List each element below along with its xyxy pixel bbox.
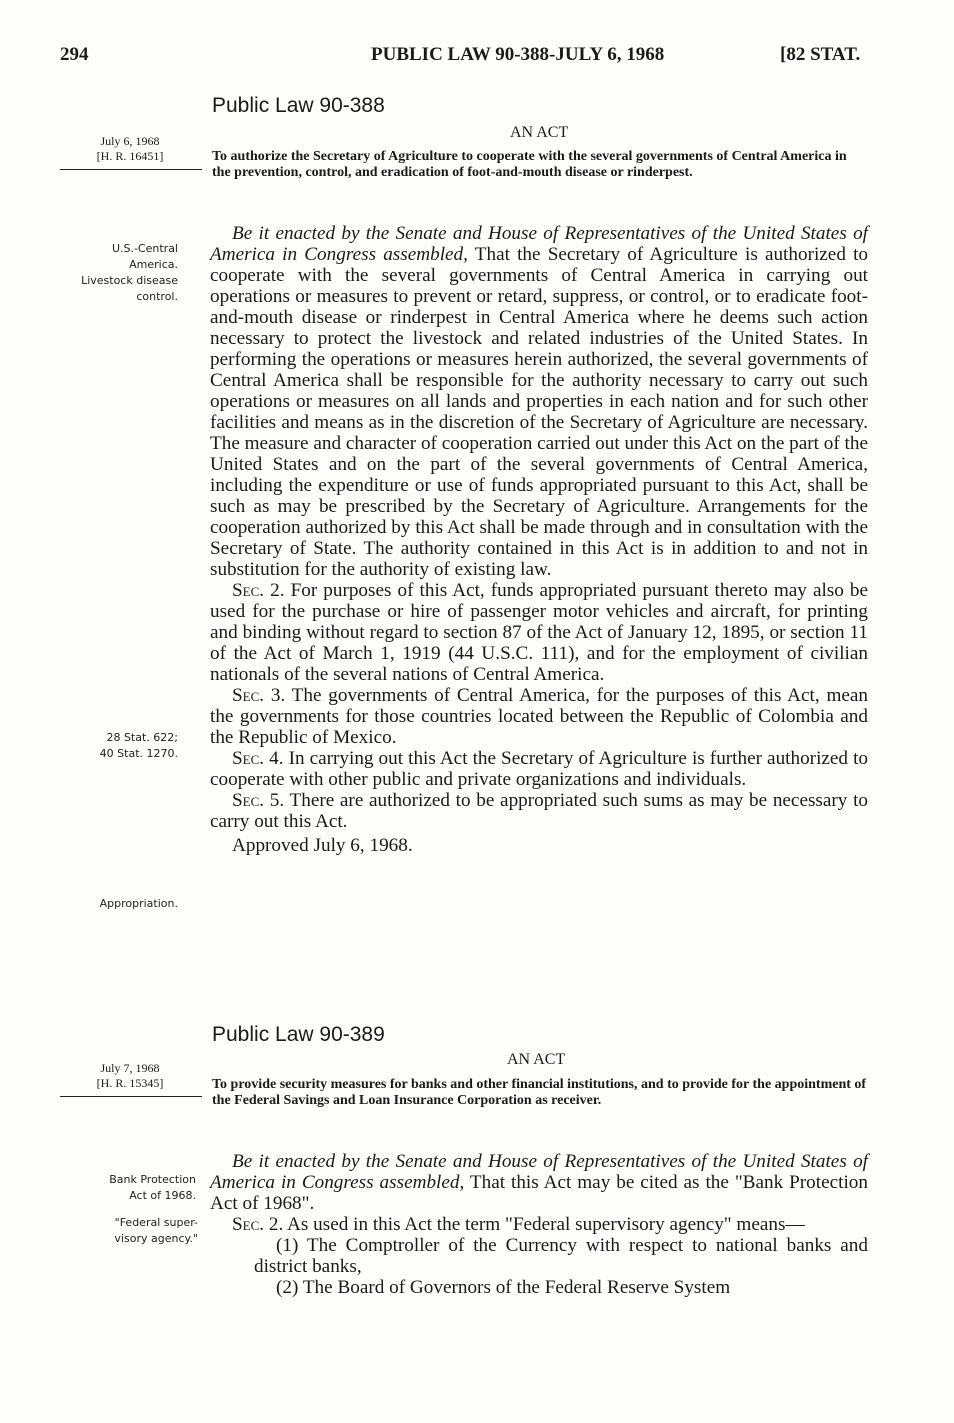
stat-volume-text: 82 STAT. xyxy=(786,44,861,65)
an-act-heading-1: AN ACT xyxy=(510,124,569,141)
law1-section-2 xyxy=(210,580,868,685)
law2-enacting-clause: Be it enacted by the Senate and House of Representatives of the United States of America in Congress assembled, xyxy=(210,1151,868,1193)
law2-sec1-text: That this Act may be cited as the "Bank Protection Act of 1968". xyxy=(210,1172,868,1214)
definition-line2: visory agency." xyxy=(114,1232,198,1245)
law1-sec2-text: 2. For purposes of this Act, funds appropriated pursuant thereto may also be used for the purchase or hire of passenger motor vehicles and aircraft, for printing and binding without regard to section 87 of the Act of January 12, 1895, or section 11 of the Act of March 1, 1919 (44 U.S.C. 111), and for the employment of civilian nationals of the several nations of Central America. xyxy=(210,580,868,685)
law1-date: July 6, 1968 xyxy=(100,134,160,148)
law1-margin-topic xyxy=(60,241,178,305)
definition-line1: "Federal super- xyxy=(114,1216,198,1229)
law1-purpose: To authorize the Secretary of Agriculture to cooperate with the several governments of Central America in the prevention, control, and eradication of foot-and-mouth disease or rinderpest. xyxy=(212,149,847,180)
law2-section-1 xyxy=(210,1151,868,1214)
law1-body xyxy=(210,223,868,856)
law1-sec1-text: That the Secretary of Agriculture is authorized to cooperate with the several governments of Central America in carrying out operations or measures to prevent or retard, suppress, or control, or to eradicate foot-and-mouth disease or rinderpest in Central America where he deems such action necessary to protect the livestock and related industries of the United States. In performing the operations or measures herein authorized, the several governments of Central America shall be responsible for the authority necessary to carry out such operations or measures on all lands and properties in each nation and for such other facilities and means as in the discretion of the Secretary of Agriculture are necessary. The measure and character of cooperation carried out under this Act on the part of the United States and on the part of the several governments of Central America, including the expenditure or use of funds appropriated pursuant to this Act, shall be such as may be prescribed by the Secretary of Agriculture. Arrangements for the cooperation authorized by this Act shall be made through and in consultation with the Secretary of State. The authority contained in this Act is in addition to and not in substitution for the authority of existing law. xyxy=(210,244,869,580)
an-act-heading-2: AN ACT xyxy=(507,1051,566,1068)
law2-margin-short-title xyxy=(60,1172,196,1204)
law2-margin-definition xyxy=(60,1215,198,1247)
law2-sec2-text: 2. As used in this Act the term "Federal supervisory agency" means— xyxy=(268,1214,805,1235)
law2-bill: [H. R. 15345] xyxy=(96,1076,164,1090)
sec-label: Sec. xyxy=(232,580,265,601)
stat-volume: [82 STAT. xyxy=(780,44,861,65)
law1-margin-appropriation: Appropriation. xyxy=(99,897,178,910)
margin-topic-line2: Livestock disease control. xyxy=(81,274,178,303)
law1-date-block xyxy=(60,134,200,164)
short-title-line1: Bank Protection xyxy=(109,1173,196,1186)
law1-sec4-text: 4. In carrying out this Act the Secretary of Agriculture is further authorized to cooperate with other public and private organizations and individuals. xyxy=(210,748,868,790)
law1-margin-rule xyxy=(60,169,202,170)
law2-purpose: To provide security measures for banks and other financial institutions, and to provide for the appointment of the Federal Savings and Loan Insurance Corporation as receiver. xyxy=(212,1077,867,1108)
sec-label: Sec. xyxy=(232,790,265,811)
law2-date: July 7, 1968 xyxy=(100,1061,160,1075)
law2-item-1: (1) The Comptroller of the Currency with respect to national banks and district banks, xyxy=(254,1235,868,1277)
law2-date-block xyxy=(60,1061,200,1091)
law1-section-4 xyxy=(210,748,868,790)
law1-section-5 xyxy=(210,790,868,832)
law1-sec3-text: 3. The governments of Central America, for the purposes of this Act, mean the governments for those countries located between the Republic of Colombia and the Republic of Mexico. xyxy=(210,685,868,748)
law1-section-3 xyxy=(210,685,868,748)
law2-section-2 xyxy=(210,1214,868,1235)
margin-topic-line1: U.S.-Central America. xyxy=(111,242,178,271)
sec-label: Sec. xyxy=(232,748,265,769)
law2-body xyxy=(210,1151,868,1298)
running-title: PUBLIC LAW 90-388-JULY 6, 1968 xyxy=(371,44,665,65)
stat-ref-line2: 40 Stat. 1270. xyxy=(99,747,178,760)
law1-approved: Approved July 6, 1968. xyxy=(232,835,413,856)
page-number: 294 xyxy=(60,44,89,65)
law2-margin-rule xyxy=(60,1096,202,1097)
law-title-90-389: Public Law 90-389 xyxy=(212,1023,385,1046)
stat-ref-line1: 28 Stat. 622; xyxy=(106,731,178,744)
law1-bill: [H. R. 16451] xyxy=(96,149,164,163)
law2-item-2: (2) The Board of Governors of the Federal Reserve System xyxy=(276,1277,731,1298)
law1-sec5-text: 5. There are authorized to be appropriated such sums as may be necessary to carry out this Act. xyxy=(210,790,868,832)
sec-label: Sec. xyxy=(232,685,265,706)
law-title-90-388: Public Law 90-388 xyxy=(212,94,385,117)
short-title-line2: Act of 1968. xyxy=(129,1189,196,1202)
law1-margin-stat-refs xyxy=(60,730,178,762)
sec-label: Sec. xyxy=(232,1214,265,1235)
law1-enacting-clause: Be it enacted by the Senate and House of Representatives of the United States of America in Congress assembled, xyxy=(210,223,868,265)
law1-section-1 xyxy=(210,223,868,580)
